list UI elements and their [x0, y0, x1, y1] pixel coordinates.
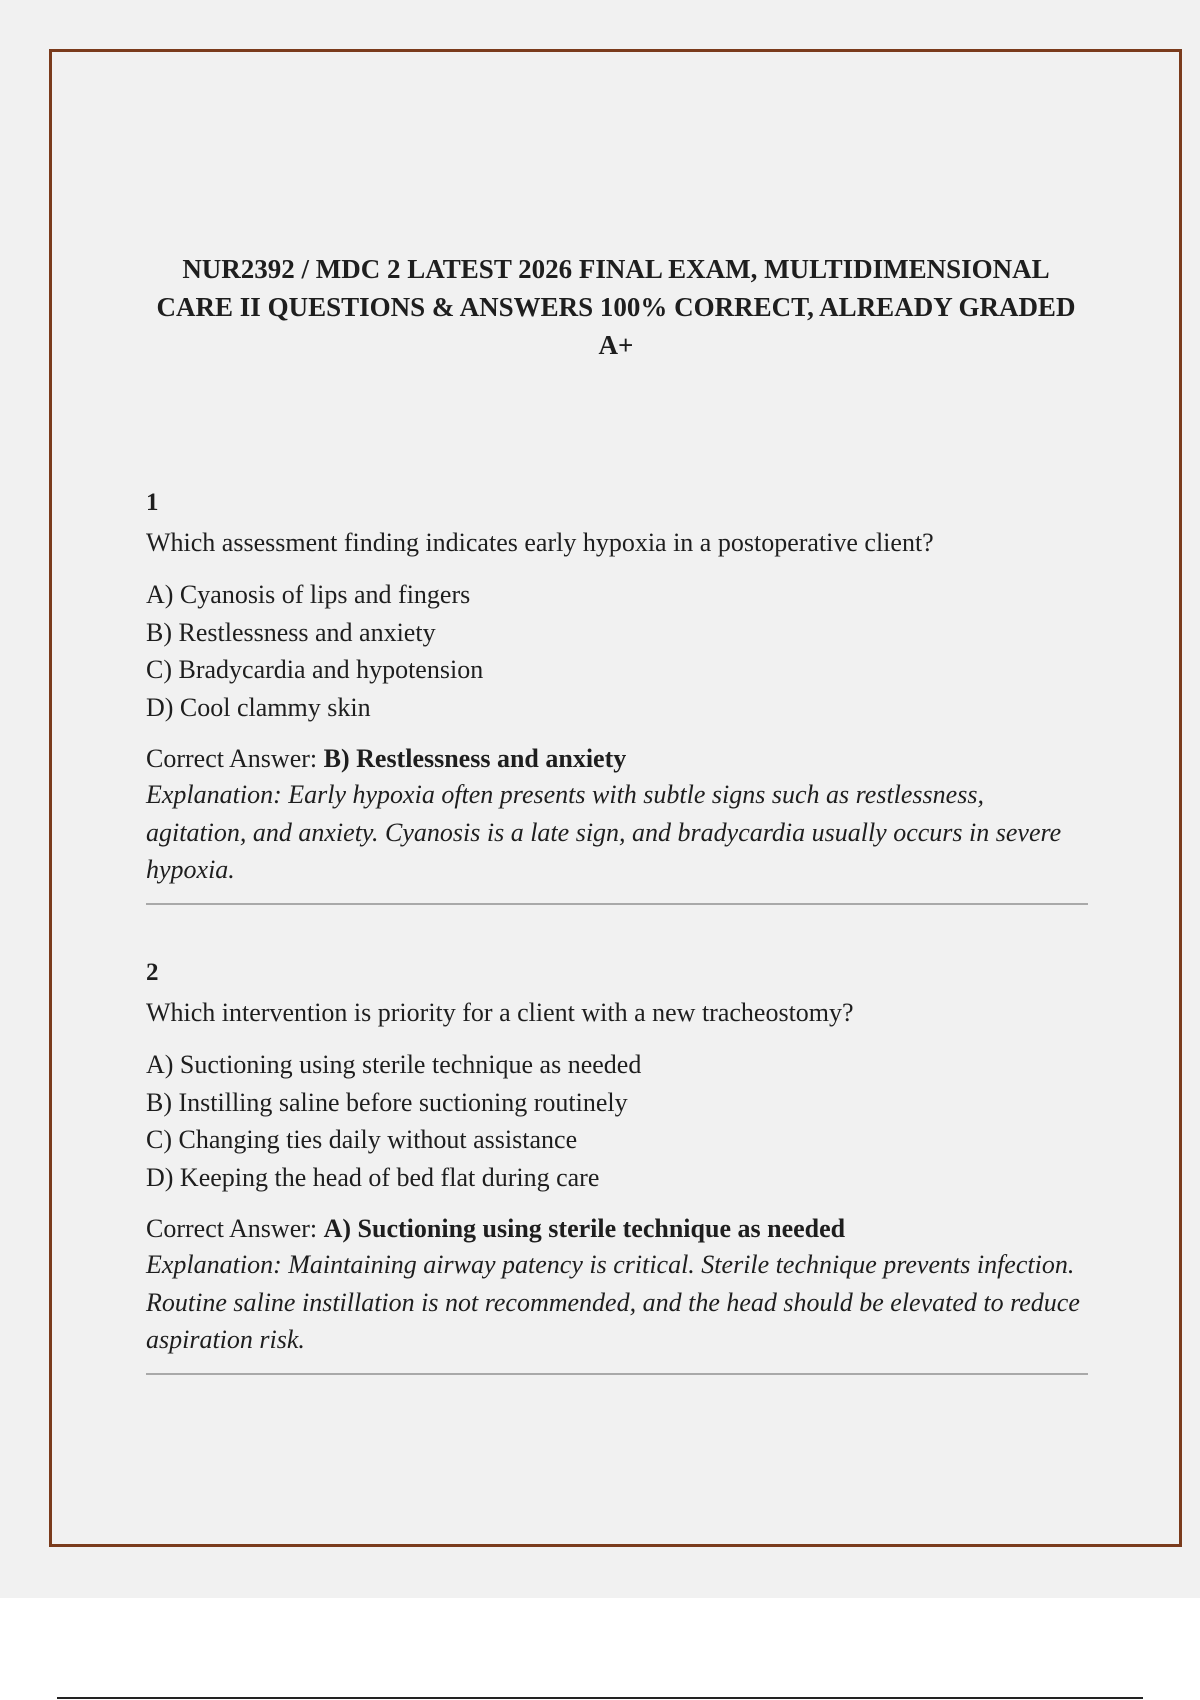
option-a: A) Cyanosis of lips and fingers — [146, 580, 471, 609]
correct-answer-line — [146, 742, 1088, 776]
question-block — [146, 958, 1088, 1375]
divider — [146, 1373, 1088, 1375]
divider — [146, 903, 1088, 905]
correct-answer-line — [146, 1212, 1088, 1246]
correct-answer-value: A) Suctioning using sterile technique as needed — [323, 1214, 846, 1243]
correct-answer-value: B) Restlessness and anxiety — [323, 744, 627, 773]
option-c: C) Changing ties daily without assistance — [146, 1125, 578, 1154]
options-list — [146, 576, 1088, 726]
explanation-text: Explanation: Maintaining airway patency is critical. Sterile technique prevents infection. Routine saline instillation is not recommended, and the head should be elevated to reduce aspiration risk. — [146, 1250, 1080, 1354]
document-title: NUR2392 / MDC 2 LATEST 2026 FINAL EXAM, MULTIDIMENSIONAL CARE II QUESTIONS & ANSWERS 100% CORRECT, ALREADY GRADED A+ — [156, 254, 1076, 360]
question-number: 1 — [146, 489, 159, 516]
explanation-text: Explanation: Early hypoxia often presents with subtle signs such as restlessness, agitation, and anxiety. Cyanosis is a late sign, and bradycardia usually occurs in severe hypoxia. — [146, 780, 1062, 884]
option-c: C) Bradycardia and hypotension — [146, 655, 484, 684]
next-page-rule — [57, 1697, 1143, 1699]
question-number: 2 — [146, 959, 159, 986]
option-b: B) Instilling saline before suctioning routinely — [146, 1087, 628, 1117]
option-a: A) Suctioning using sterile technique as needed — [146, 1050, 642, 1079]
correct-answer-label: Correct Answer: — [146, 744, 324, 773]
question-text: Which intervention is priority for a client with a new tracheostomy? — [146, 998, 854, 1027]
option-d: D) Cool clammy skin — [146, 692, 371, 722]
question-block — [146, 488, 1088, 905]
question-text: Which assessment finding indicates early hypoxia in a postoperative client? — [146, 528, 934, 557]
options-list — [146, 1046, 1088, 1196]
option-d: D) Keeping the head of bed flat during care — [146, 1162, 600, 1192]
correct-answer-label: Correct Answer: — [146, 1214, 324, 1243]
option-b: B) Restlessness and anxiety — [146, 617, 436, 647]
